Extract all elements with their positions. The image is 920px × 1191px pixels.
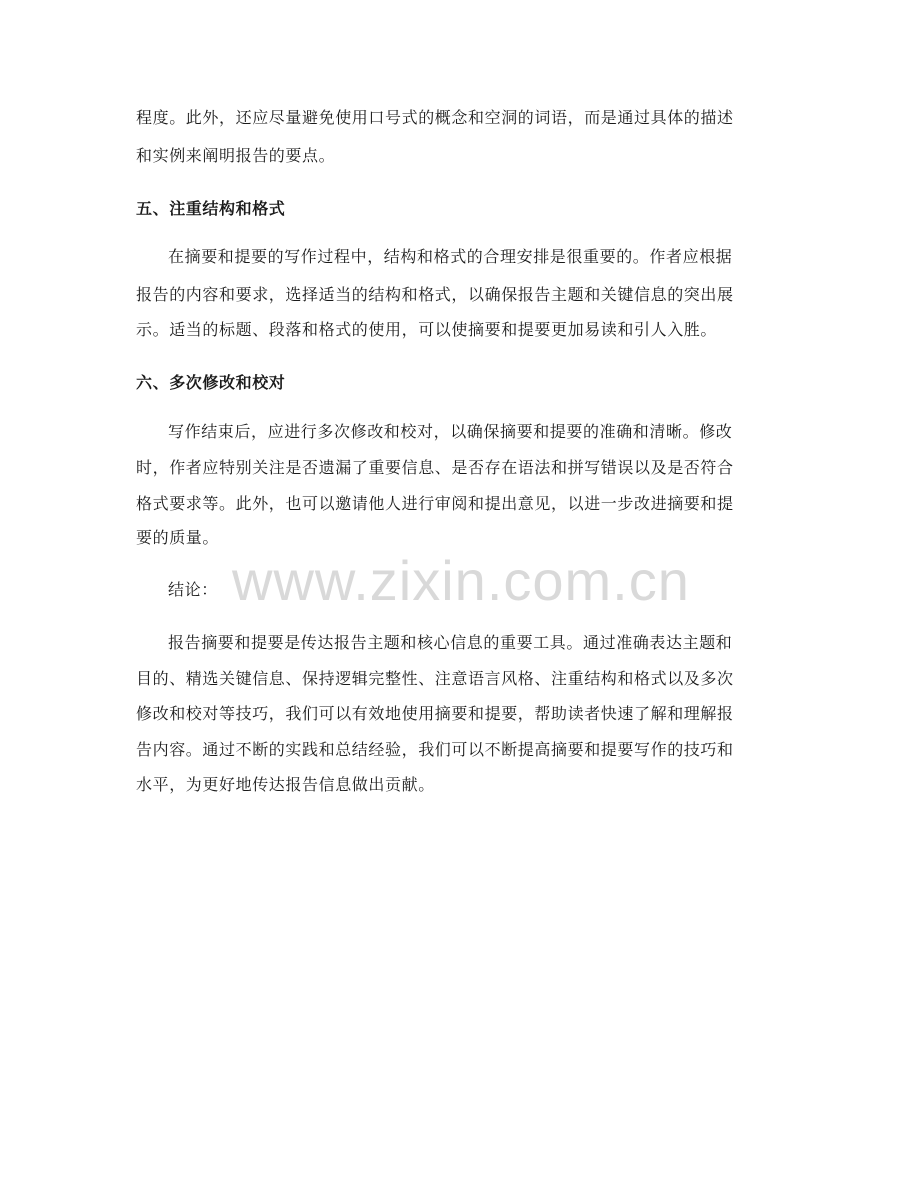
paragraph-line: 要的质量。 [136,528,220,547]
intro-line: 程度。此外，还应尽量避免使用口号式的概念和空洞的词语，而是通过具体的描述 [136,108,734,127]
section-heading: 五、注重结构和格式 [136,199,286,218]
intro-line: 和实例来阐明报告的要点。 [136,146,336,165]
conclusion-label: 结论： [168,580,218,599]
paragraph-line: 示。适当的标题、段落和格式的使用，可以使摘要和提要更加易读和引人入胜。 [136,320,718,339]
paragraph-line: 水平，为更好地传达报告信息做出贡献。 [136,775,435,794]
paragraph-line: 在摘要和提要的写作过程中，结构和格式的合理安排是很重要的。作者应根据 [168,247,733,266]
paragraph-line: 告内容。通过不断的实践和总结经验，我们可以不断提高摘要和提要写作的技巧和 [136,740,734,759]
paragraph-line: 报告的内容和要求，选择适当的结构和格式，以确保报告主题和关键信息的突出展 [136,285,734,304]
section-heading: 六、多次修改和校对 [136,373,286,392]
paragraph-line: 报告摘要和提要是传达报告主题和核心信息的重要工具。通过准确表达主题和 [168,633,733,652]
watermark: www.zixin.com.cn [232,549,690,612]
paragraph-line: 写作结束后，应进行多次修改和校对，以确保摘要和提要的准确和清晰。修改 [168,422,733,441]
paragraph-line: 目的、精选关键信息、保持逻辑完整性、注意语言风格、注重结构和格式以及多次 [136,669,734,688]
paragraph-line: 格式要求等。此外，也可以邀请他人进行审阅和提出意见，以进一步改进摘要和提 [136,494,734,513]
paragraph-line: 修改和校对等技巧，我们可以有效地使用摘要和提要，帮助读者快速了解和理解报 [136,704,734,723]
paragraph-line: 时，作者应特别关注是否遗漏了重要信息、是否存在语法和拼写错误以及是否符合 [136,458,734,477]
